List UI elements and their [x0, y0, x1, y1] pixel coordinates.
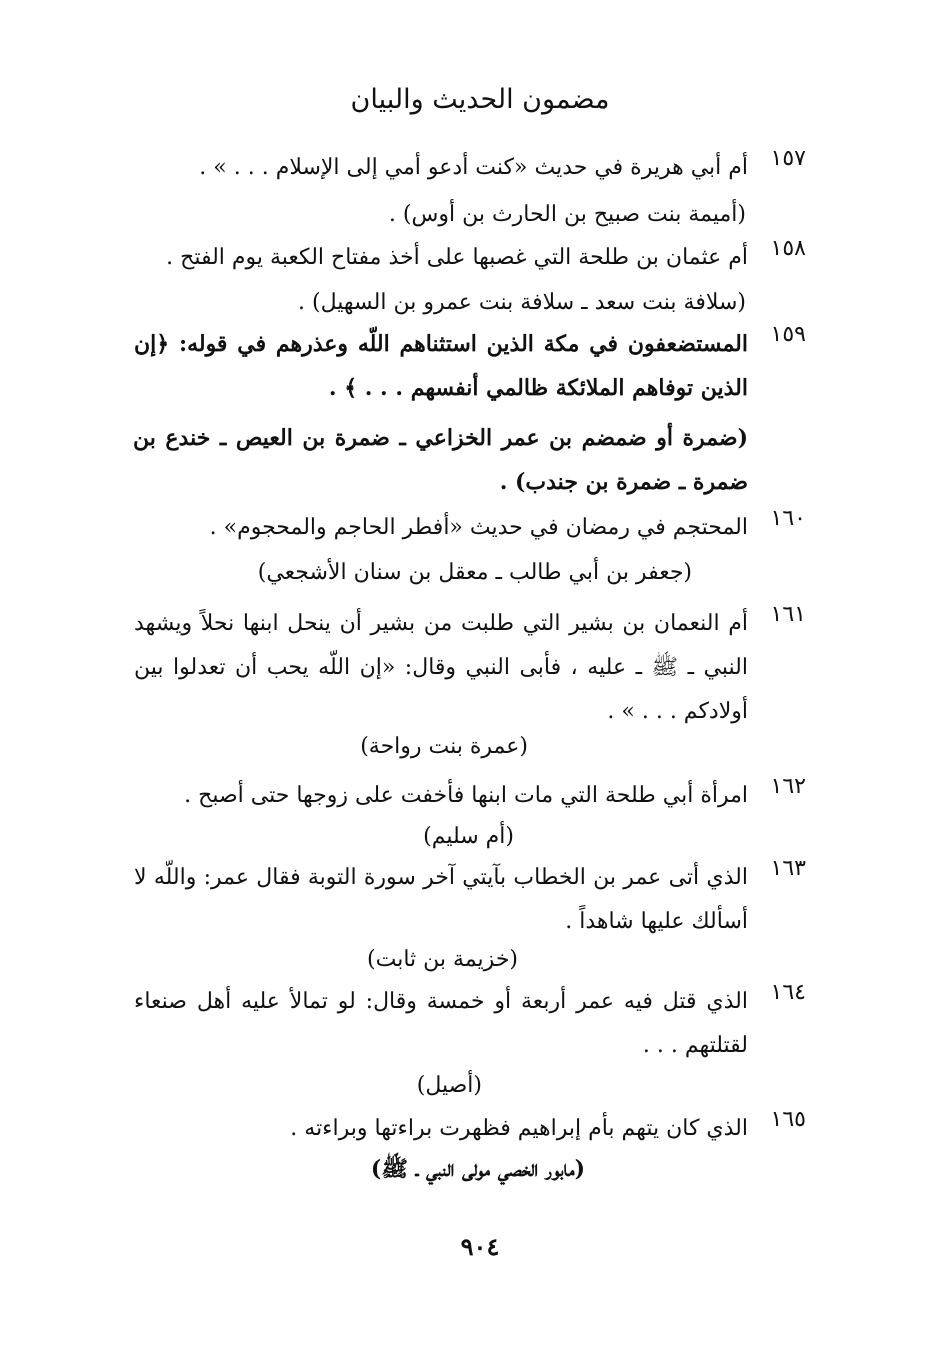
entry-text: أم النعمان بن بشير التي طلبت من بشير أن ينحل ابنها نحلاً ويشهد النبي ـ ﷺ ـ عليه ، فأبى النبي وقال: «إن اللّه يحب أن تعدلوا بين أولادكم . . . » . — [134, 611, 748, 724]
entry-number: ١٥٩ — [770, 322, 806, 347]
entry-158 — [134, 236, 806, 280]
entry-answer: (أميمة بنت صبيح بن الحارث بن أوس) . — [388, 202, 746, 227]
entry-text: أم أبي هريرة في حديث «كنت أدعو أمي إلى الإسلام . . . » . — [199, 155, 748, 180]
entry-answer: (أم سليم) — [423, 824, 514, 849]
entry-162 — [134, 774, 806, 818]
entry-text: المستضعفون في مكة الذين استثناهم اللّه وعذرهم في قوله: ﴿إن الذين توفاهم الملائكة ظالمي أنفسهم . . . ﴾ . — [134, 331, 748, 401]
entry-text: المحتجم في رمضان في حديث «أفطر الحاجم والمحجوم» . — [209, 515, 748, 540]
entry-text: أم عثمان بن طلحة التي غصبها على أخذ مفتاح الكعبة يوم الفتح . — [166, 245, 748, 270]
entry-number: ١٦٤ — [770, 980, 806, 1005]
entry-answer: (مابور الخصي مولى النبي ـ ﷺ) — [370, 1156, 585, 1182]
entry-159 — [134, 322, 806, 410]
entry-165 — [134, 1107, 806, 1151]
entry-answer: (خزيمة بن ثابت) — [367, 947, 518, 972]
entry-157 — [134, 146, 806, 190]
entry-answer: (عمرة بنت رواحة) — [360, 734, 528, 759]
entry-number: ١٦٢ — [770, 774, 806, 799]
entry-number: ١٦٠ — [770, 506, 806, 531]
entry-164 — [134, 980, 806, 1068]
entry-answer: (جعفر بن أبي طالب ـ معقل بن سنان الأشجعي) — [257, 560, 692, 585]
entry-text: الذي كان يتهم بأم إبراهيم فظهرت براءتها وبراءته . — [290, 1116, 748, 1141]
page-number: ٩٠٤ — [460, 1232, 500, 1261]
entry-number: ١٥٨ — [770, 236, 806, 261]
entry-number: ١٦١ — [770, 602, 806, 627]
entry-text: الذي قتل فيه عمر أربعة أو خمسة وقال: لو تمالأ عليه أهل صنعاء لقتلتهم . . . — [134, 989, 748, 1058]
entry-text: امرأة أبي طلحة التي مات ابنها فأخفت على زوجها حتى أصبح . — [184, 783, 748, 808]
entry-answer: (أصيل) — [416, 1073, 482, 1098]
entry-160 — [134, 506, 806, 550]
entry-answer: (ضمرة أو ضمضم بن عمر الخزاعي ـ ضمرة بن العيص ـ خندع بن ضمرة ـ ضمرة بن جندب) . — [133, 425, 748, 495]
entry-number: ١٦٣ — [770, 856, 806, 881]
entry-text: الذي أتى عمر بن الخطاب بآيتي آخر سورة التوبة فقال عمر: واللّه لا أسألك عليها شاهداً . — [134, 865, 748, 934]
running-head: مضمون الحديث والبيان — [350, 84, 610, 115]
entry-number: ١٦٥ — [770, 1107, 806, 1132]
entry-number: ١٥٧ — [770, 146, 806, 171]
entry-163 — [134, 856, 806, 944]
entry-answer: (سلافة بنت سعد ـ سلافة بنت عمرو بن السهيل) . — [298, 290, 746, 315]
entry-161 — [134, 602, 806, 734]
